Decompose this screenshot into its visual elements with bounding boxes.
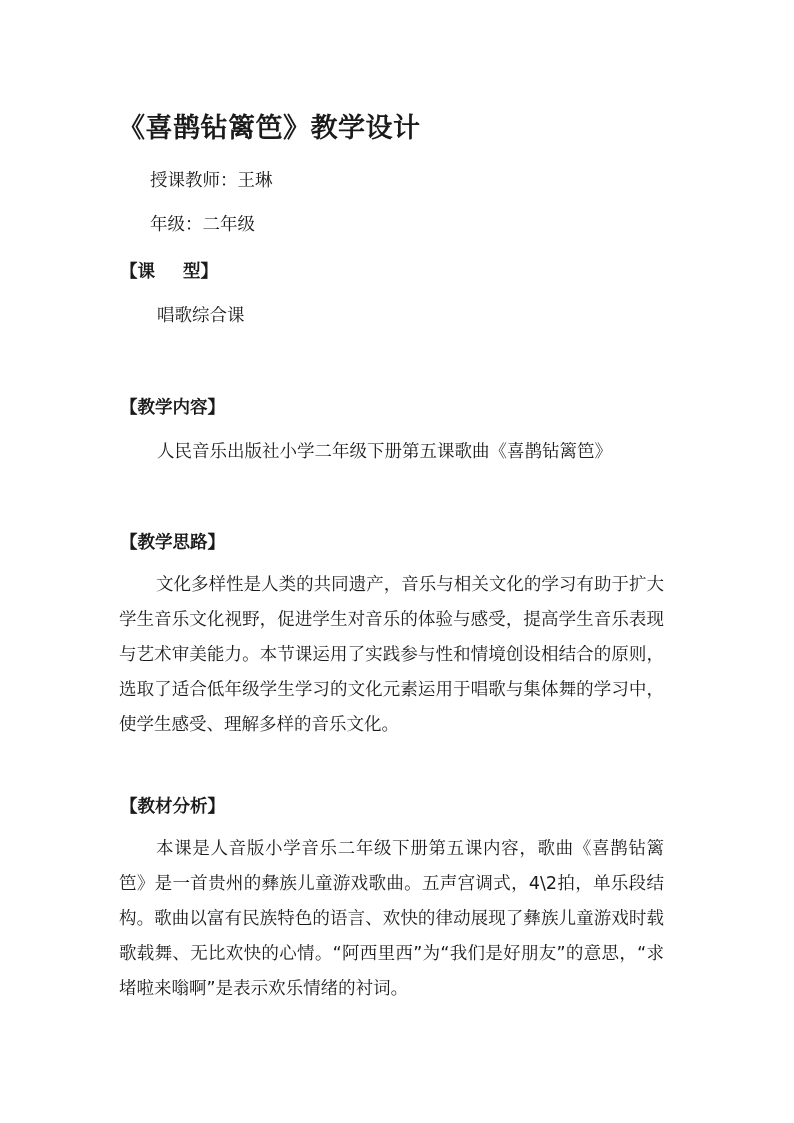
section-body-type: 唱歌综合课 — [157, 306, 245, 326]
section-heading-type-open: 【课 — [120, 262, 155, 282]
section-heading-analysis: 【教材分析】 — [120, 797, 225, 817]
document-title: 《喜鹊钻篱笆》教学设计 — [118, 113, 421, 144]
section-body-thoughts: 文化多样性是人类的共同遗产，音乐与相关文化的学习有助于扩大学生音乐文化视野，促进学生对音乐的体验与感受，提高学生音乐表现与艺术审美能力。本节课运用了实践参与性和情境创设相结合的原则，选取了适合低年级学生学习的文化元素运用于唱歌与集体舞的学习中，使学生感受、理解多样的音乐文化。 — [119, 575, 664, 735]
section-body-content: 人民音乐出版社小学二年级下册第五课歌曲《喜鹊钻篱笆》 — [157, 442, 612, 462]
section-heading-type-close: 型】 — [183, 262, 218, 282]
section-heading-content: 【教学内容】 — [120, 398, 225, 418]
section-heading-thoughts: 【教学思路】 — [120, 533, 225, 553]
grade-line: 年级：二年级 — [150, 215, 255, 235]
section-body-analysis: 本课是人音版小学音乐二年级下册第五课内容，歌曲《喜鹊钻篱笆》是一首贵州的彝族儿童游戏歌曲。五声宫调式，4\2拍，单乐段结构。歌曲以富有民族特色的语言、欢快的律动展现了彝族儿童游戏时载歌载舞、无比欢快的心情。“阿西里西”为“我们是好朋友”的意思，“求堵啦来嗡啊”是表示欢乐情绪的衬词。 — [119, 839, 664, 999]
section-heading-type — [120, 258, 218, 283]
teacher-line: 授课教师：王琳 — [150, 171, 273, 191]
